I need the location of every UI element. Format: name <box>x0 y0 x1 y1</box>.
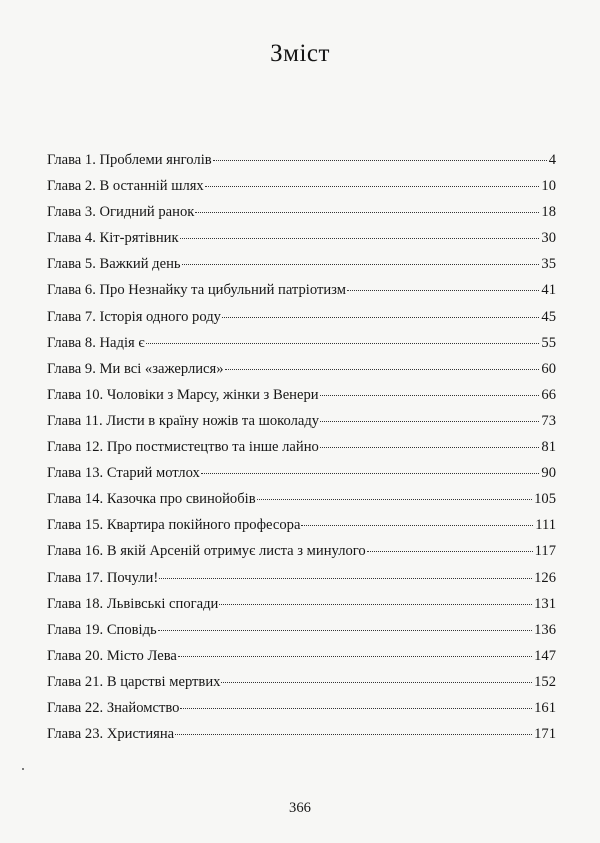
toc-entry-title: Глава 14. Казочка про свинойобів <box>47 491 256 508</box>
toc-entry-page: 66 <box>541 386 556 403</box>
toc-entry-title: Глава 22. Знайомство <box>47 699 180 716</box>
dot-leader <box>159 578 532 579</box>
toc-entry-title: Глава 9. Ми всі «зажерлися» <box>47 360 224 377</box>
toc-entry <box>47 648 556 674</box>
dot-leader <box>213 160 547 161</box>
dot-leader <box>225 369 540 370</box>
toc-entry-title: Глава 19. Сповідь <box>47 621 157 638</box>
dot-leader <box>175 734 532 735</box>
toc-entry-title: Глава 11. Листи в країну ножів та шоколаду <box>47 412 320 429</box>
toc-entry-page: 105 <box>534 491 556 508</box>
toc-entry <box>47 622 556 648</box>
toc-entry <box>47 439 556 465</box>
toc-entry-page: 41 <box>541 282 556 299</box>
toc-entry-title: Глава 1. Проблеми янголів <box>47 152 212 168</box>
toc-entry-title: Глава 5. Важкий день <box>47 256 181 273</box>
dot-leader <box>205 186 540 187</box>
dot-leader <box>301 525 533 526</box>
toc-entry <box>47 413 556 439</box>
dot-leader <box>182 264 540 265</box>
toc-entry <box>47 674 556 700</box>
toc-entry-page: 35 <box>541 256 556 273</box>
toc-entry-title: Глава 2. В останній шлях <box>47 178 204 195</box>
toc-entry-page: 81 <box>541 439 556 456</box>
print-speck <box>22 768 24 770</box>
page-number: 366 <box>289 800 311 816</box>
toc-entry-page: 136 <box>534 621 556 638</box>
toc-entry-title: Глава 8. Надія є <box>47 334 145 351</box>
toc-entry <box>47 309 556 335</box>
dot-leader <box>347 290 539 291</box>
toc-entry <box>47 335 556 361</box>
toc-entry-title: Глава 12. Про постмистецтво та інше лайно <box>47 439 319 456</box>
dot-leader <box>195 212 539 213</box>
toc-entry-page: 171 <box>534 726 556 743</box>
dot-leader <box>178 656 532 657</box>
toc-entry-title: Глава 4. Кіт-рятівник <box>47 230 179 247</box>
dot-leader <box>219 604 532 605</box>
toc-entry-title: Глава 21. В царстві мертвих <box>47 673 221 690</box>
dot-leader <box>320 395 540 396</box>
toc-entry <box>47 230 556 256</box>
toc-entry-title: Глава 7. Історія одного роду <box>47 308 221 325</box>
toc-entry <box>47 256 556 282</box>
toc-entry-title: Глава 23. Християна <box>47 726 175 743</box>
toc-entry-page: 147 <box>534 647 556 664</box>
toc-entry-title: Глава 16. В якій Арсеній отримує листа з минулого <box>47 543 366 560</box>
toc-entry-title: Глава 13. Старий мотлох <box>47 465 200 482</box>
dot-leader <box>367 551 533 552</box>
toc-entry <box>47 700 556 726</box>
toc-entry <box>47 726 556 752</box>
toc-entry-page: 18 <box>541 204 556 221</box>
toc-entry-title: Глава 18. Львівські спогади <box>47 595 219 612</box>
dot-leader <box>257 499 533 500</box>
dot-leader <box>221 682 532 683</box>
toc-entry <box>47 543 556 569</box>
dot-leader <box>158 630 532 631</box>
toc-entry-page: 90 <box>541 465 556 482</box>
page-title: Зміст <box>270 40 330 67</box>
dot-leader <box>180 708 532 709</box>
toc-entry-page: 152 <box>534 673 556 690</box>
toc-entry-page: 131 <box>534 595 556 612</box>
toc-entry <box>47 361 556 387</box>
toc-entry <box>47 387 556 413</box>
toc-entry-page: 126 <box>534 569 556 586</box>
toc-entry-page: 73 <box>541 412 556 429</box>
toc-entry <box>47 204 556 230</box>
toc-entry <box>47 282 556 308</box>
toc-entry-title: Глава 15. Квартира покійного професора <box>47 517 301 534</box>
toc-entry-page: 111 <box>535 517 556 534</box>
toc-entry-page: 30 <box>541 230 556 247</box>
toc-entry <box>47 570 556 596</box>
toc-entry-page: 4 <box>548 152 556 168</box>
toc-entry-page: 117 <box>534 543 556 560</box>
dot-leader <box>201 473 540 474</box>
toc-entry-title: Глава 3. Огидний ранок <box>47 204 195 221</box>
toc-entry-page: 55 <box>541 334 556 351</box>
toc-entry <box>47 178 556 204</box>
dot-leader <box>146 343 540 344</box>
toc-entry-title: Глава 6. Про Незнайку та цибульний патріотизм <box>47 282 346 299</box>
toc-entry <box>47 465 556 491</box>
table-of-contents <box>47 152 556 752</box>
toc-entry <box>47 152 556 178</box>
toc-entry <box>47 491 556 517</box>
toc-entry-title: Глава 20. Місто Лева <box>47 647 177 664</box>
dot-leader <box>222 317 539 318</box>
toc-entry-page: 10 <box>541 178 556 195</box>
dot-leader <box>180 238 540 239</box>
toc-entry-page: 161 <box>534 699 556 716</box>
toc-entry-title: Глава 17. Почули! <box>47 569 159 586</box>
dot-leader <box>320 447 540 448</box>
dot-leader <box>320 421 539 422</box>
toc-entry-page: 60 <box>541 360 556 377</box>
toc-entry <box>47 596 556 622</box>
toc-entry-title: Глава 10. Чоловіки з Марсу, жінки з Венери <box>47 386 319 403</box>
toc-entry-page: 45 <box>541 308 556 325</box>
toc-entry <box>47 517 556 543</box>
